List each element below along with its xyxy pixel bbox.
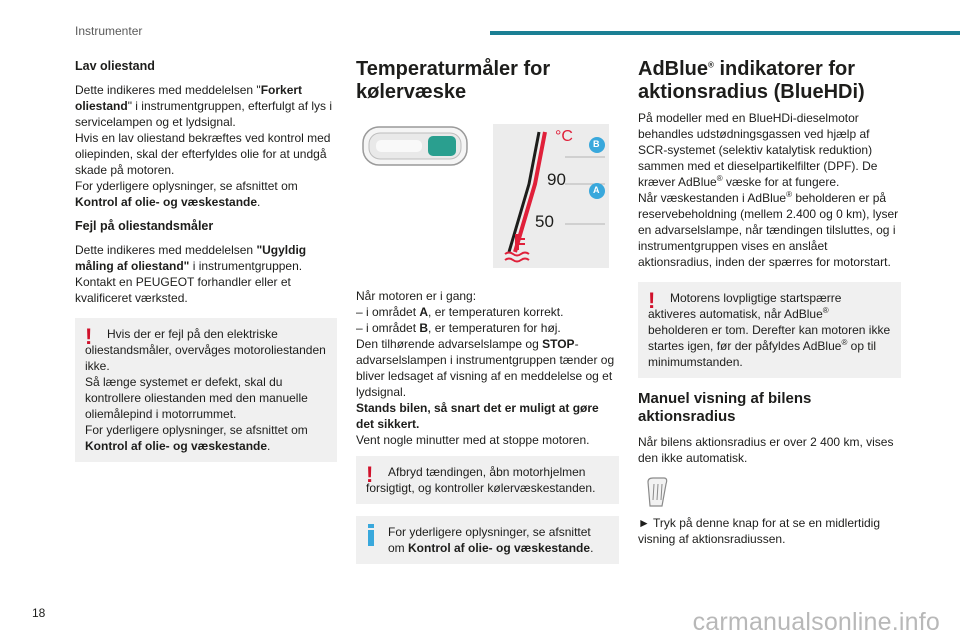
- gauge-arc-red: [515, 132, 545, 252]
- coolant-display-illustration: [362, 124, 472, 168]
- coolant-gauge-dial: [493, 124, 609, 268]
- header-accent-bar: [490, 31, 960, 35]
- warning-icon: !: [85, 324, 93, 349]
- page-number: 18: [32, 606, 46, 620]
- section-title: Instrumenter: [75, 24, 143, 38]
- heading-adblue: AdBlue® indikatorer for aktionsradius (BlueHDi): [638, 58, 865, 103]
- gauge-unit: °C: [555, 128, 573, 145]
- gauge-svg: [493, 124, 609, 268]
- zone-a-label: A: [593, 185, 600, 195]
- heading-oil-gauge-fault: Fejl på oliestandsmåler: [75, 219, 214, 233]
- range-button-text: ► Tryk på denne knap for at se en midlertidig visning af aktionsradiussen.: [638, 516, 881, 546]
- heading-coolant: Temperaturmåler for kølervæske: [356, 58, 551, 103]
- watermark: carmanualsonline.info: [692, 608, 940, 636]
- oil-gauge-fault-text: Dette indikeres med meddelelsen "Ugyldig måling af oliestand" i instrumentgruppen. Kontakt en PEUGEOT forhandler eller et kvalificeret værksted.: [75, 243, 307, 305]
- warning-box-oil: ! Hvis der er fejl på den elektriske oliestandsmåler, overvåges motoroliestanden ikke. Så længe systemet er defekt, skal du kontrollere oliestanden med den manuelle oliemålepind i motorrummet. For yderligere oplysninger, se afsnittet om Kontrol af olie- og væskestande.: [75, 318, 337, 462]
- column-coolant: [356, 58, 619, 104]
- heading-manual-range: Manuel visning af bilens aktionsradius: [638, 390, 812, 425]
- warning-box-coolant: ! Afbryd tændingen, åbn motorhjelmen forsigtigt, og kontroller kølervæskestanden.: [356, 456, 619, 504]
- warning-icon: !: [366, 462, 374, 487]
- low-oil-text: Dette indikeres med meddelelsen "Forkert oliestand" i instrumentgruppen, efterfulgt af lys i servicelampen og et lydsignal. Hvis en lav oliestand bekræftes ved kontrol med oliepinden, skal der efterfyldes olie for at undgå skade på motoren. For yderligere oplysninger, se afsnittet om Kontrol af olie- og væskestande.: [75, 83, 333, 209]
- coolant-temp-icon: [505, 234, 529, 262]
- gauge-tick-90: 90: [547, 170, 566, 189]
- column-adblue: [638, 58, 901, 547]
- range-button-icon: [644, 476, 670, 508]
- manual-range-text: Når bilens aktionsradius er over 2 400 km, vises den ikke automatisk.: [638, 435, 894, 465]
- heading-low-oil: Lav oliestand: [75, 59, 155, 73]
- gauge-tick-50: 50: [535, 212, 554, 231]
- column-oil-level: [75, 58, 337, 462]
- warning-box-adblue: ! Motorens lovpligtige startspærre aktiveres automatisk, når AdBlue® beholderen er tom. Derefter kan motoren ikke startes igen, før der påfyldes AdBlue® op til minimumstanden.: [638, 282, 901, 378]
- adblue-text: På modeller med en BlueHDi-dieselmotor behandles udstødningsgassen ved hjælp af SCR-systemet (selektiv katalytisk reduktion) sammen med et dieselpartikelfilter (DPF). De kræver AdBlue® væske for at fungere. Når væskestanden i AdBlue® beholderen er på reservebeholdning (mellem 2.400 og 0 km), lyser en advarselslampe, når tændingen tilsluttes, og i instrumentgruppen vises en anslået aktionsradius, inden der spærres for motorstart.: [638, 111, 899, 269]
- info-box-coolant: For yderligere oplysninger, se afsnittet om Kontrol af olie- og væskestande.: [356, 516, 619, 564]
- info-icon: [368, 524, 374, 546]
- coolant-text-block: [356, 288, 619, 564]
- warning-icon: !: [648, 288, 656, 313]
- coolant-text: Når motoren er i gang: – i området A, er temperaturen korrekt. – i området B, er temperaturen for høj. Den tilhørende advarselslampe og STOP-advarselslampen i instrumentgruppen tænder og bliver ledsaget af visning af en meddelelse og et lydsignal. Stands bilen, så snart det er muligt at gøre det sikkert. Vent nogle minutter med at stoppe motoren.: [356, 289, 615, 447]
- zone-b-label: B: [593, 139, 600, 149]
